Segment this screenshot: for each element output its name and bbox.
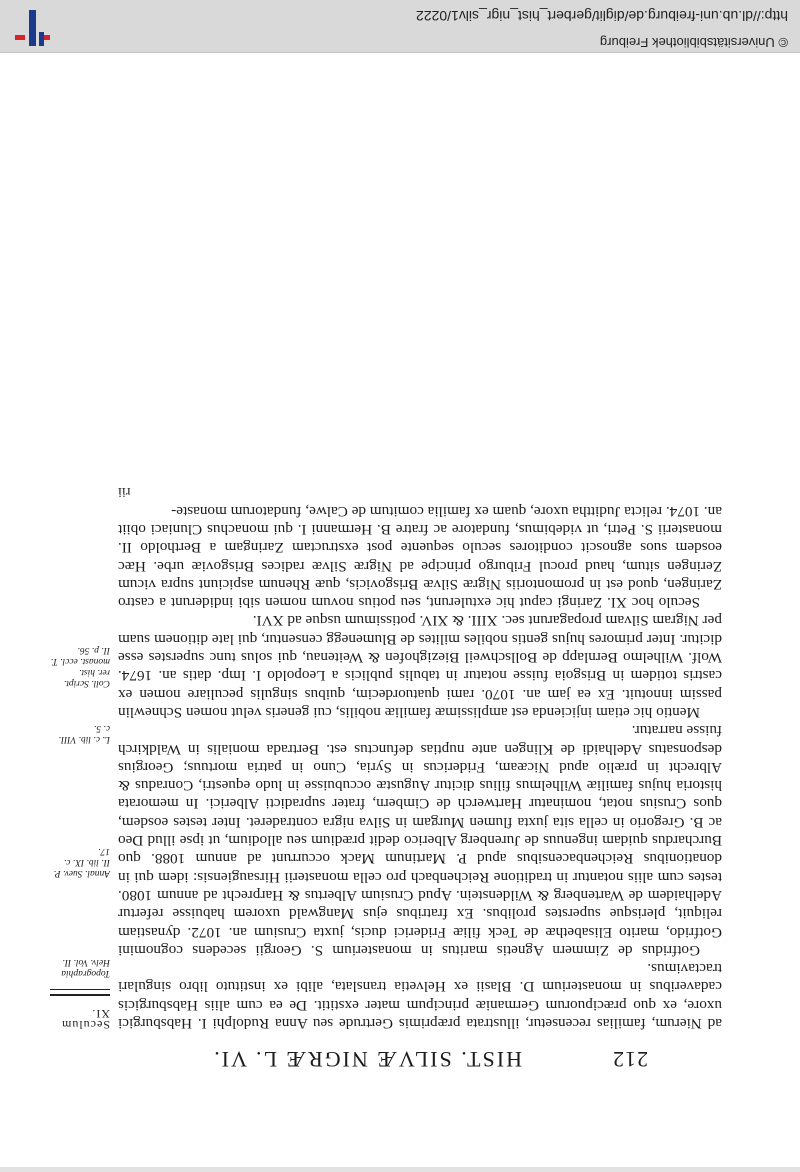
viewer-top-strip: [0, 1167, 800, 1172]
body-text: [118, 501, 722, 1032]
copyright-credit: © Universitätsbibliothek Freiburg: [599, 35, 788, 50]
margin-note: Coll. Script. rer. hist. monast. eccl. T. II. p. 56.: [50, 645, 110, 688]
page-url-link[interactable]: http://dl.ub.uni-freiburg.de/diglit/gerbert_hist_nigr_silv1/0222: [415, 8, 788, 24]
paragraph: Seculo hoc XI. Zaringi caput hic extulerunt, seu potius novum nomen sibi indiderunt a castro Zaringen, quod est in promontoriis Nigræ Silvæ Brisgovicis, quæ Rhenum aspiciunt supra vicum Zeringen situm, haud procul Friburgo principe ad Nigræ Silvæ radices Brisgoviæ urbe. Hæc eosdem suos agnoscit conditores seculo sequente post exstructam Zaringam a Bertholdo II. monasterii S. Petri, ut videbimus, fundatore ac fratre B. Hermanni I. qui monachus Cluniaci obiit an. 1074. relicta Judittha uxore, quam ex familia comitum de Calwe, fundatorum monaste-: [118, 502, 722, 612]
university-logo-icon: [10, 8, 54, 48]
page-text-block: [118, 483, 722, 1072]
viewer-bar: [0, 0, 800, 53]
paragraph: ad Nierum, familias recensetur, illustrata præprimis Gertrude seu Anna Rudolphi I. Habsburgici uxore, ex quo præcipuorum Germaniæ principum mater exstitit. De ea cum aliis Habsburgicis cadaveribus in monasterium D. Blasii ex Helvetia translata, alibi ex instituto libro singulari tractavimus.: [118, 960, 722, 1032]
margin-seculum: Seculum XI.: [61, 1007, 110, 1032]
catchword: rii: [118, 484, 131, 500]
page-header: [118, 1032, 722, 1072]
margin-note: L. c. lib. VIII. c. 5.: [58, 723, 110, 744]
page-number: 212: [612, 1047, 648, 1072]
margin-note: Annal. Suev. P. II. lib. IX. c. 17.: [53, 846, 110, 878]
paragraph: Mentio hic etiam injicienda est amplissimæ familiæ nobilis, cui generis velut nomen Schnewlin passim innotuit. Ex ea jam an. 1070. rami quatuordecim, quibus singulis peculiare nomen ex castris totidem in Brisgoia fuisse notatur in tabulis publicis a Leopoldo I. Imp. datis an. 1674. Wolf. Wilhelmo Bernlapp de Bollschweil Biezighofen & Weitenau, qui solus tunc superstes esse dicitur. Inter primores hujus gentis nobiles milites de Blumenegg censentur, qui late ditionem suam per Nigram Silvam propagarunt sec. XIII. & XIV. potissimum usque ad XVI.: [118, 612, 722, 721]
running-title: HIST. SILVÆ NIGRÆ L. VI.: [212, 1047, 522, 1072]
paragraph: Gotfridus de Zimmern Agnetis maritus in monasterium S. Georgii secedens cognomini Gotfrido, marito Elisabethæ de Teck filiæ Friderici ducis, juxta Crusium an. 1072. dynastiam reliquit, plerisque superstes prolibus. Ex fratribus ejus Mangwald uxorem habuisse refertur Adelhaidem de Wartenberg & Wildenstein. Apud Crusium Albertus & Harprecht ad annum 1080. testes cum aliis notantur in traditione Reichenbach pro cella monasterii Hirsaugiensis: idem qui in donationibus Reichenbacensibus apud P. Martinum Mack occurrunt ad annum 1088. quo Burchardus quidam ingenuus de Jurenberg Alberico dedit prædium seu allodium, ut ipse illud Deo ac B. Gregorio in cella sita juxta flumen Murgam in Silva nigra contraderet. Inter testes eosdem, quos Crusius notat, nominatur Hartwerch de Cimbern, frater supradicti Alberici. In memorata historia hujus familiæ Wilhelmus filius dicitur Augustæ occubuisse in ludo equestri, Conradus & Albrecht in prælio apud Nicæam, Fridericus in Syria, Cuno in patria mortuus; Georgius desponsatus Adelhaidi de Klingen ante nuptias defunctus est. Bertrada monialis in Waldkirch fuisse narratur.: [118, 722, 722, 959]
margin-rule: [50, 989, 110, 996]
margin-note: Topographia Helv. Vol. II.: [61, 957, 110, 978]
